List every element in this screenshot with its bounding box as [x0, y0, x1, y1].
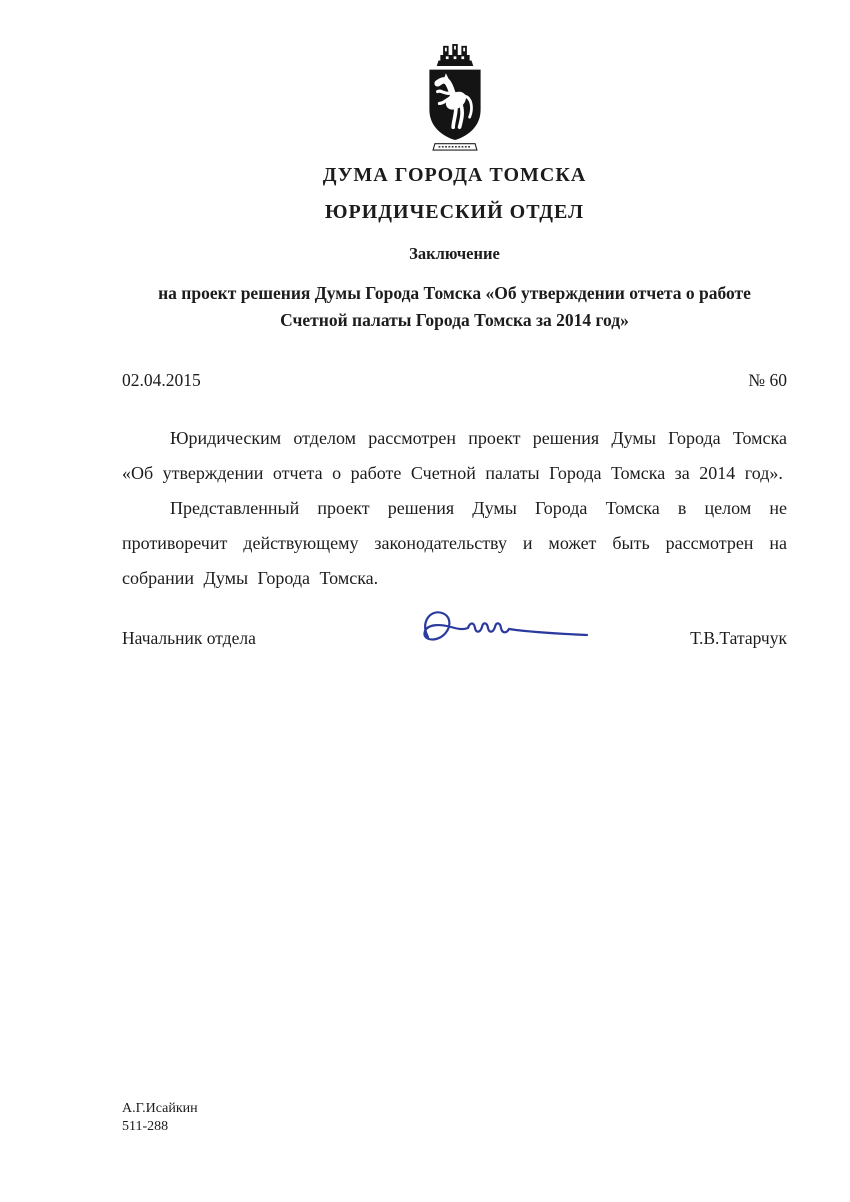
handwritten-signature-icon [352, 643, 690, 644]
document-subject: на проект решения Думы Города Томска «Об утверждении отчета о работе Счетной палаты Города Томска за 2014 год» [158, 283, 751, 330]
document-date: 02.04.2015 [122, 370, 201, 390]
tomsk-coat-of-arms-icon [423, 42, 487, 158]
signatory-name: Т.В.Татарчук [690, 628, 787, 648]
organization-name: ДУМА ГОРОДА ТОМСКА [322, 164, 587, 186]
body-paragraph-1: Юридическим отделом рассмотрен проект решения Думы Города Томска «Об утверждении отчета о работе Счетной палаты Города Томска за 2014 год». [122, 428, 787, 483]
executor-info [122, 1100, 198, 1136]
document-type-title: Заключение [409, 244, 500, 263]
executor-phone: 511-288 [122, 1119, 169, 1134]
department-name: ЮРИДИЧЕСКИЙ ОТДЕЛ [324, 201, 585, 223]
document-number: № 60 [748, 370, 787, 390]
executor-name: А.Г.Исайкин [122, 1101, 198, 1116]
signature-block [122, 628, 787, 649]
signatory-title: Начальник отдела [122, 628, 256, 648]
date-number-row [122, 370, 787, 391]
document-body [122, 421, 787, 596]
body-paragraph-2: Представленный проект решения Думы Города Томска в целом не противоречит действующему законодательству и может быть рассмотрен на собрании Думы Города Томска. [122, 498, 787, 588]
